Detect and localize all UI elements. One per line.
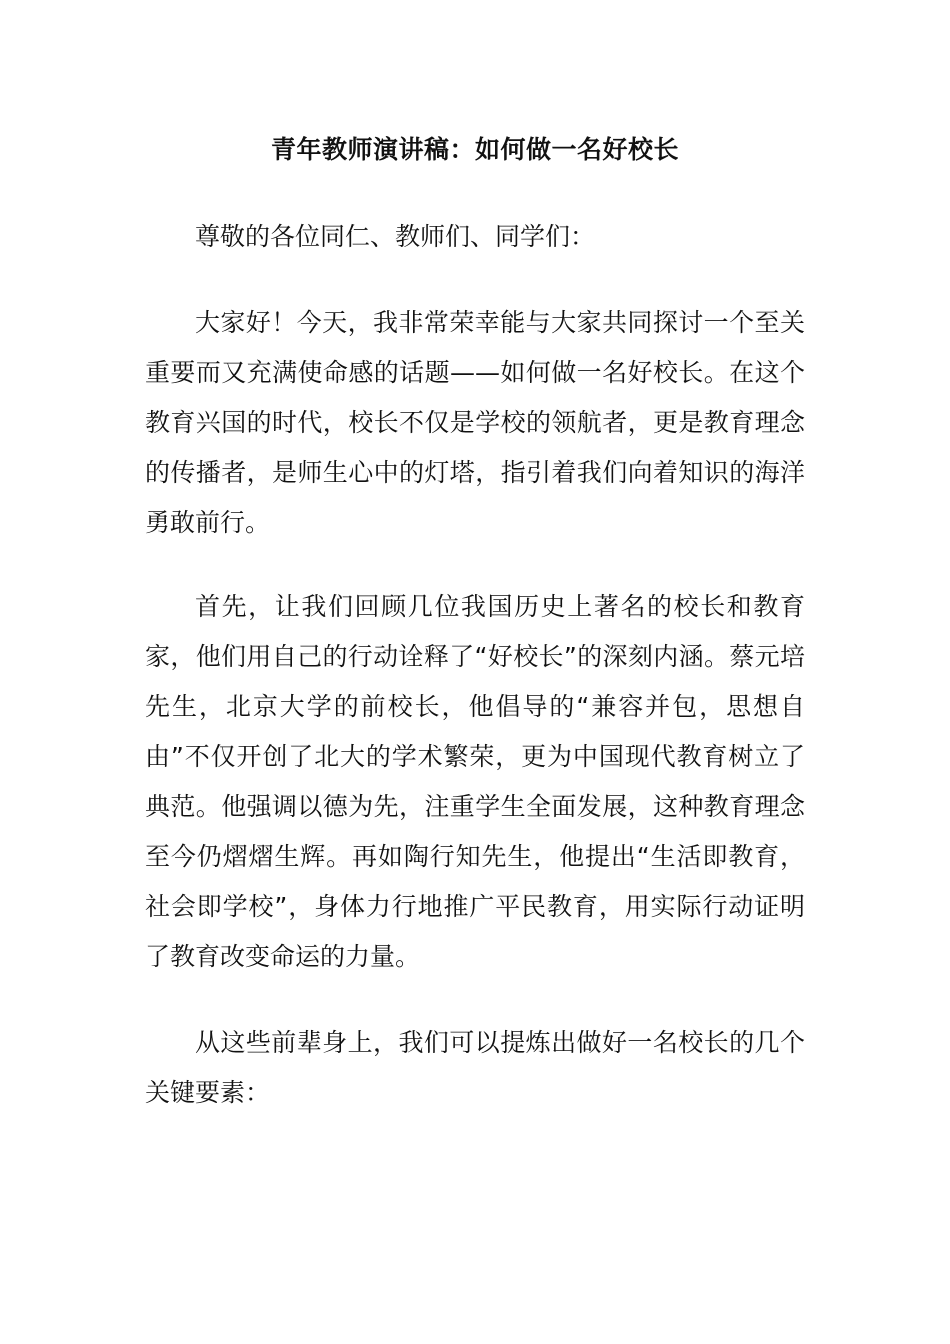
greeting-paragraph: 尊敬的各位同仁、教师们、同学们： <box>195 222 596 251</box>
document-title: 青年教师演讲稿：如何做一名好校长 <box>270 135 679 164</box>
body-paragraph-3: 从这些前辈身上，我们可以提炼出做好一名校长的几个关键要素： <box>145 1028 805 1107</box>
body-paragraph-1: 大家好！今天，我非常荣幸能与大家共同探讨一个至关重要而又充满使命感的话题——如何做一名好校长。在这个教育兴国的时代，校长不仅是学校的领航者，更是教育理念的传播者，是师生心中的灯塔，指引着我们向着知识的海洋勇敢前行。 <box>145 308 805 537</box>
body-paragraph-2: 首先，让我们回顾几位我国历史上著名的校长和教育家，他们用自己的行动诠释了“好校长”的深刻内涵。蔡元培先生，北京大学的前校长，他倡导的“兼容并包，思想自由”不仅开创了北大的学术繁荣，更为中国现代教育树立了典范。他强调以德为先，注重学生全面发展，这种教育理念至今仍熠熠生辉。再如陶行知先生，他提出“生活即教育，社会即学校”，身体力行地推广平民教育，用实际行动证明了教育改变命运的力量。 <box>145 592 805 971</box>
